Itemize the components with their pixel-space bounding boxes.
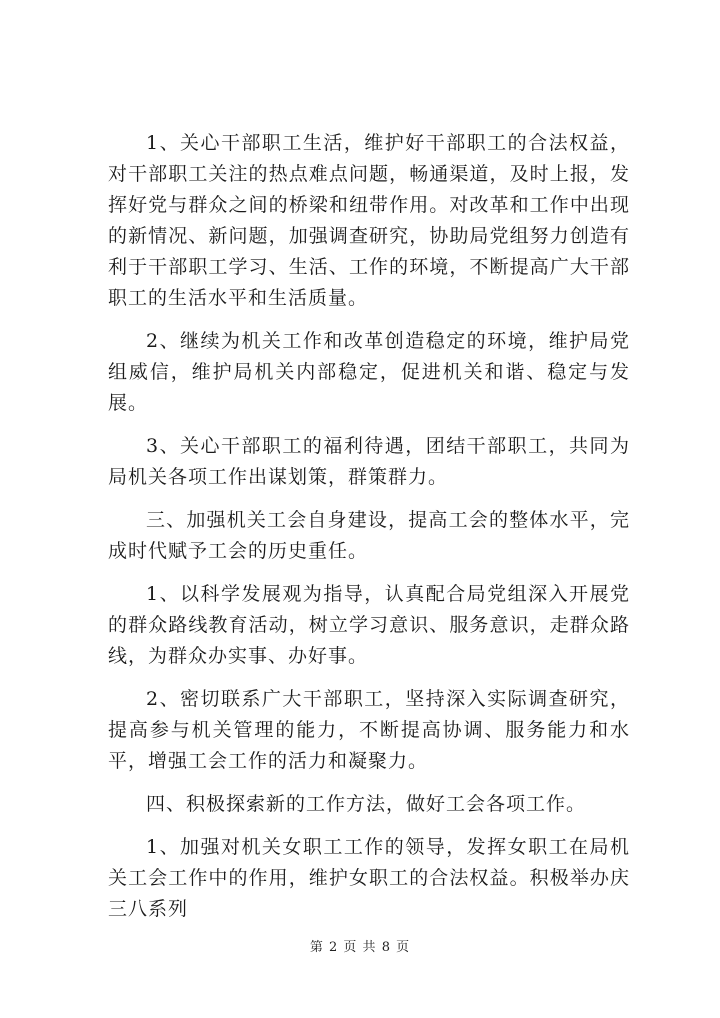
section-heading: 三、加强机关工会自身建设，提高工会的整体水平，完成时代赋予工会的历史重任。 bbox=[108, 509, 630, 562]
paragraph: 2、密切联系广大干部职工，坚持深入实际调查研究，提高参与机关管理的能力，不断提高协调、服务能力和水平，增强工会工作的活力和凝聚力。 bbox=[108, 688, 630, 772]
paragraph: 1、关心干部职工生活，维护好干部职工的合法权益，对干部职工关注的热点难点问题，畅通渠道，及时上报，发挥好党与群众之间的桥梁和纽带作用。对改革和工作中出现的新情况、新问题，加强调查研究，协助局党组努力创造有利于干部职工学习、生活、工作的环境，不断提高广大干部职工的生活水平和生活质量。 bbox=[108, 132, 630, 309]
paragraph: 3、关心干部职工的福利待遇，团结干部职工，共同为局机关各项工作出谋划策，群策群力。 bbox=[108, 435, 630, 488]
paragraph: 1、以科学发展观为指导，认真配合局党组深入开展党的群众路线教育活动，树立学习意识、服务意识，走群众路线，为群众办实事、办好事。 bbox=[108, 583, 630, 667]
document-body bbox=[108, 128, 630, 937]
page-number-footer: 第 2 页 共 8 页 bbox=[309, 940, 411, 955]
paragraph: 1、加强对机关女职工工作的领导，发挥女职工在局机关工会工作中的作用，维护女职工的合法权益。积极举办庆三八系列 bbox=[108, 836, 630, 920]
paragraph: 2、继续为机关工作和改革创造稳定的环境，维护局党组威信，维护局机关内部稳定，促进机关和谐、稳定与发展。 bbox=[108, 330, 630, 414]
section-heading: 四、积极探索新的工作方法，做好工会各项工作。 bbox=[146, 793, 587, 815]
